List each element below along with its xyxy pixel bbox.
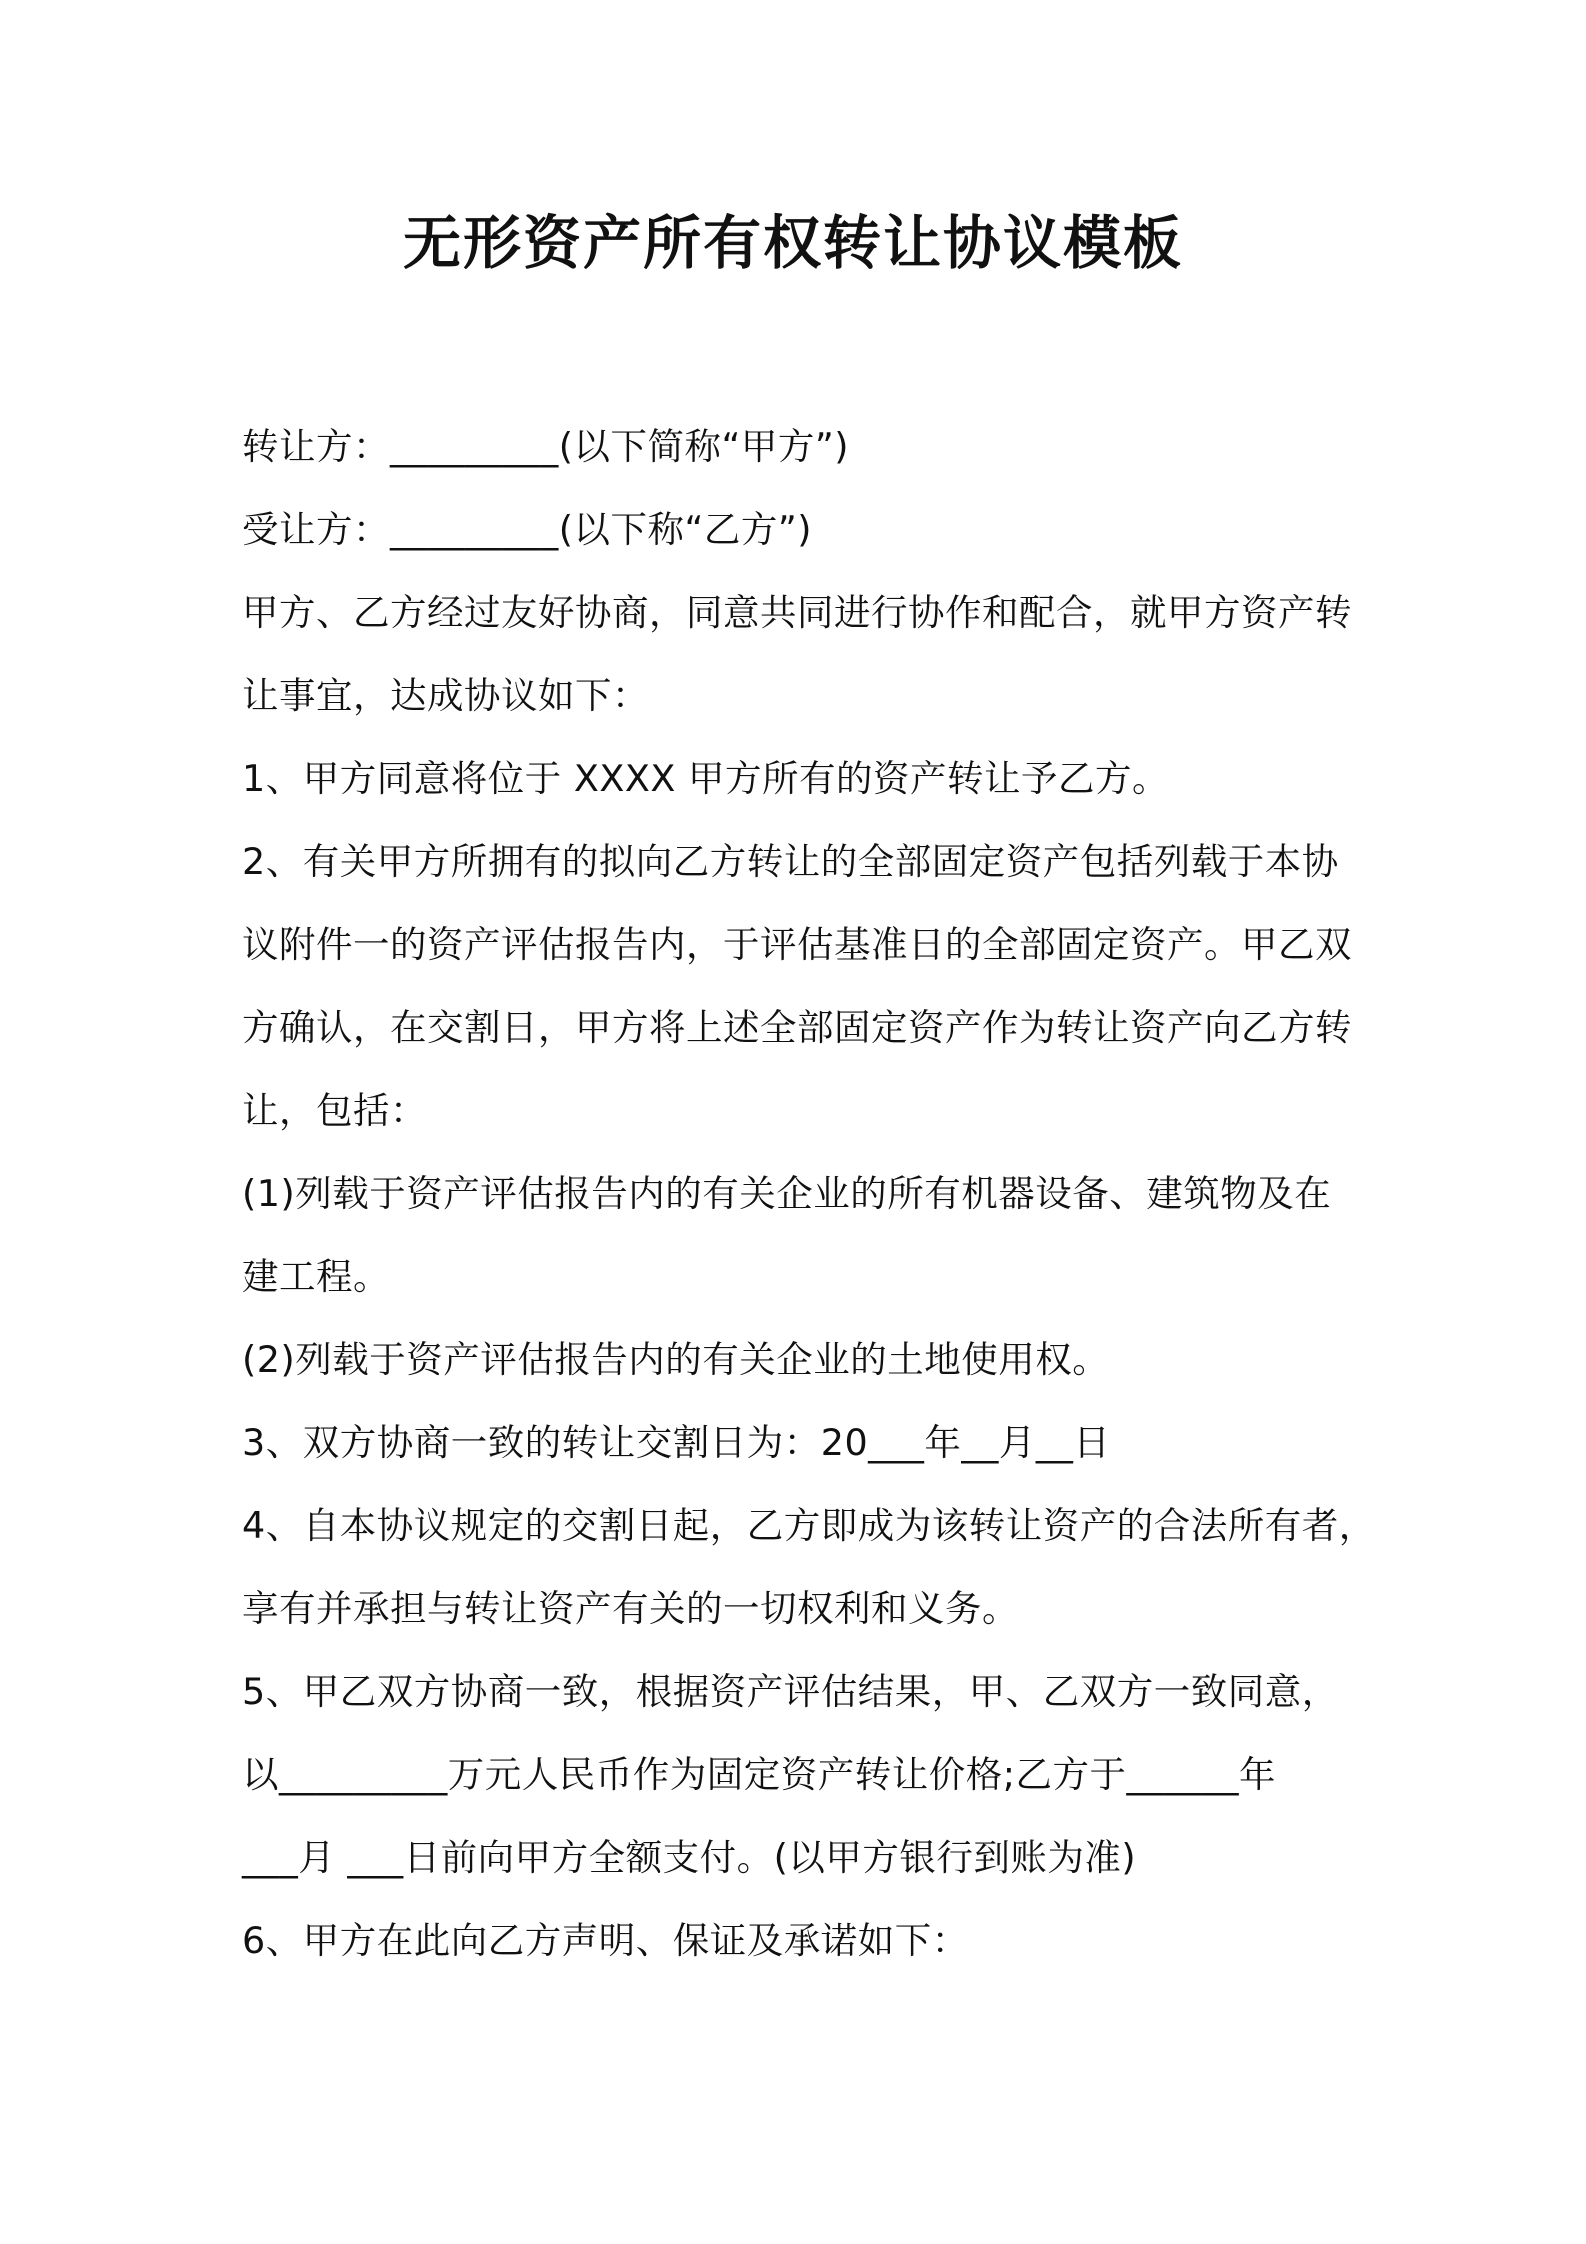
clause-2-item-2-line: (2)列载于资产评估报告内的有关企业的土地使用权。 [242, 1338, 1110, 1381]
clause-2-line-3: 方确认，在交割日，甲方将上述全部固定资产作为转让资产向乙方转 [242, 1006, 1352, 1049]
clause-6-line: 6、甲方在此向乙方声明、保证及承诺如下： [242, 1919, 969, 1962]
clause-2-item-1-line-1: (1)列载于资产评估报告内的有关企业的所有机器设备、建筑物及在 [242, 1172, 1332, 1215]
clause-4-line-1: 4、自本协议规定的交割日起，乙方即成为该转让资产的合法所有者， [242, 1504, 1376, 1547]
preamble-line-2: 让事宜，达成协议如下： [242, 674, 649, 717]
clause-2-line-1: 2、有关甲方所拥有的拟向乙方转让的全部固定资产包括列载于本协 [242, 840, 1339, 883]
transferor-line: 转让方：_________(以下简称“甲方”) [242, 425, 850, 468]
clause-5-line-2: 以_________万元人民币作为固定资产转让价格;乙方于______年 [242, 1753, 1277, 1796]
clause-4-line-2: 享有并承担与转让资产有关的一切权利和义务。 [242, 1587, 1019, 1630]
clause-3-line: 3、双方协商一致的转让交割日为：20___年__月__日 [242, 1421, 1111, 1464]
transferee-line: 受让方：_________(以下称“乙方”) [242, 508, 813, 551]
preamble-line-1: 甲方、乙方经过友好协商，同意共同进行协作和配合，就甲方资产转 [242, 591, 1352, 634]
clause-2-line-4: 让，包括： [242, 1089, 427, 1132]
clause-2-item-1-line-2: 建工程。 [242, 1255, 390, 1298]
clause-1-line: 1、甲方同意将位于 XXXX 甲方所有的资产转让予乙方。 [242, 757, 1169, 800]
clause-2-line-2: 议附件一的资产评估报告内，于评估基准日的全部固定资产。甲乙双 [242, 923, 1352, 966]
clause-5-line-3: ___月 ___日前向甲方全额支付。(以甲方银行到账为准) [242, 1836, 1137, 1879]
document-body [242, 405, 1382, 1982]
document-title: 无形资产所有权转让协议模板 [402, 209, 1183, 277]
clause-5-line-1: 5、甲乙双方协商一致，根据资产评估结果，甲、乙双方一致同意， [242, 1670, 1339, 1713]
